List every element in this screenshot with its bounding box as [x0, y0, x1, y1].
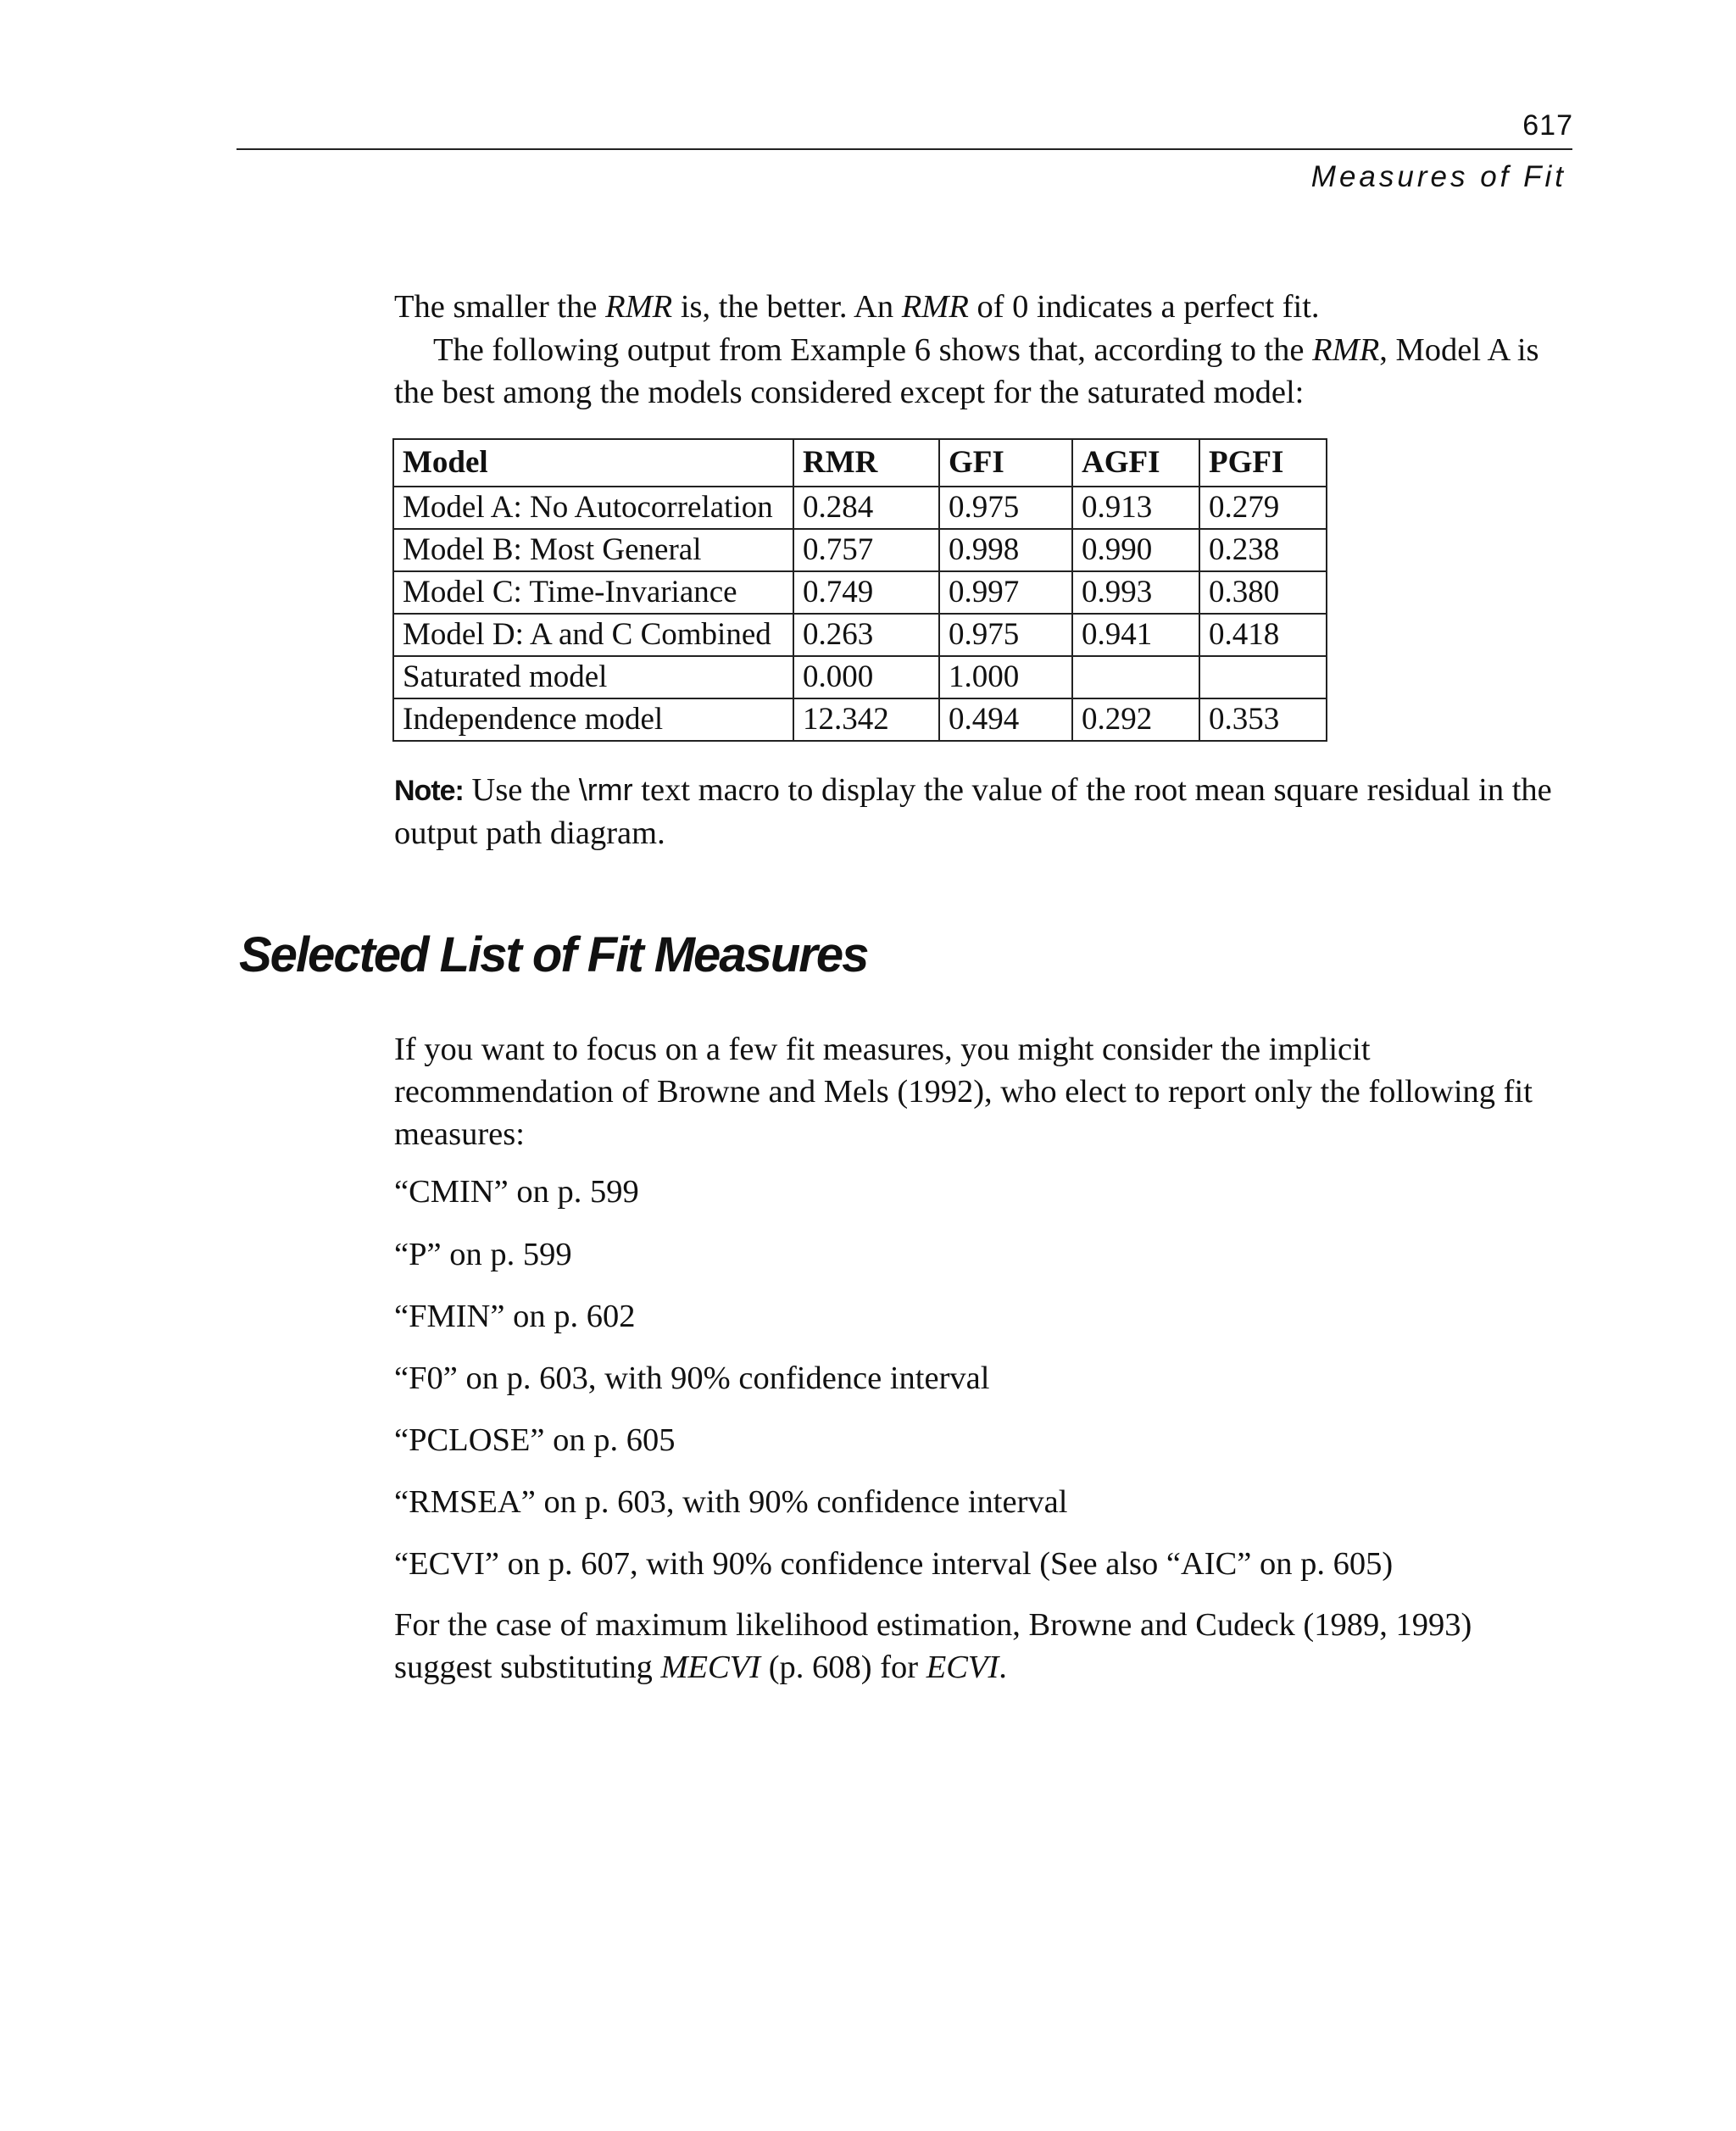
paragraph-rmr-intro [394, 286, 1572, 328]
table-cell: 0.941 [1072, 614, 1199, 656]
table-cell: 0.238 [1199, 529, 1327, 571]
table-header-row [393, 439, 1327, 487]
text-span: of 0 indicates a perfect fit. [968, 289, 1320, 325]
text-span: . [999, 1650, 1007, 1685]
list-item: “RMSEA” on p. 603, with 90% confidence interval [394, 1484, 1068, 1520]
table-cell: Independence model [393, 698, 793, 741]
table-cell: 0.975 [939, 487, 1072, 529]
table-cell: 0.418 [1199, 614, 1327, 656]
list-item: “P” on p. 599 [394, 1237, 572, 1272]
text-span: text macro to display the value of the root mean square residual in the output path diagram. [394, 772, 1552, 851]
table-cell: 0.749 [793, 571, 939, 614]
table-row [393, 614, 1327, 656]
running-head: Measures of Fit [1310, 160, 1566, 193]
table-cell: 0.993 [1072, 571, 1199, 614]
table-row [393, 529, 1327, 571]
table-cell: 0.380 [1199, 571, 1327, 614]
note-paragraph [394, 769, 1572, 854]
fit-measures-table [392, 438, 1327, 742]
list-item: “F0” on p. 603, with 90% confidence interval [394, 1360, 990, 1396]
table-cell [1072, 656, 1199, 698]
column-header-rmr: RMR [793, 439, 939, 487]
term-ecvi: ECVI [926, 1650, 999, 1685]
list-item: “ECVI” on p. 607, with 90% confidence interval (See also “AIC” on p. 605) [394, 1546, 1394, 1582]
column-header-agfi: AGFI [1072, 439, 1199, 487]
table-cell: 0.353 [1199, 698, 1327, 741]
text-span: The following output from Example 6 shows that, according to the [433, 332, 1313, 368]
table-cell: 12.342 [793, 698, 939, 741]
rmr-macro: \rmr [578, 772, 633, 807]
term-rmr: RMR [901, 289, 969, 325]
table-cell [1199, 656, 1327, 698]
term-rmr: RMR [605, 289, 673, 325]
text-span: Use the [463, 772, 579, 808]
column-header-model: Model [393, 439, 793, 487]
table-row [393, 698, 1327, 741]
text-span: The smaller the [394, 289, 606, 325]
table-cell: 1.000 [939, 656, 1072, 698]
list-item: “PCLOSE” on p. 605 [394, 1422, 676, 1458]
table-cell: 0.292 [1072, 698, 1199, 741]
section-title: Selected List of Fit Measures [239, 927, 868, 982]
page-number: 617 [1522, 109, 1573, 142]
table-cell: Saturated model [393, 656, 793, 698]
table-cell: 0.913 [1072, 487, 1199, 529]
table-cell: 0.997 [939, 571, 1072, 614]
table-cell: 0.284 [793, 487, 939, 529]
table-cell: 0.263 [793, 614, 939, 656]
paragraph-example-output [394, 329, 1572, 414]
text-span: , Model A is the best among the models considered except for the saturated model: [394, 332, 1539, 410]
table-cell: Model C: Time-Invariance [393, 571, 793, 614]
column-header-pgfi: PGFI [1199, 439, 1327, 487]
table-row [393, 656, 1327, 698]
table-row [393, 487, 1327, 529]
table-cell: 0.757 [793, 529, 939, 571]
table-cell: Model B: Most General [393, 529, 793, 571]
table-cell: 0.000 [793, 656, 939, 698]
header-rule [236, 148, 1572, 150]
closing-paragraph [394, 1604, 1572, 1689]
section-intro: If you want to focus on a few fit measures, you might consider the implicit recommendation of Browne and Mels (1992), who elect to report only the following fit measures: [394, 1032, 1533, 1152]
note-label: Note: [394, 775, 464, 807]
table-cell: 0.494 [939, 698, 1072, 741]
table-cell: 0.998 [939, 529, 1072, 571]
table-row [393, 571, 1327, 614]
table-cell: Model A: No Autocorrelation [393, 487, 793, 529]
table-cell: Model D: A and C Combined [393, 614, 793, 656]
list-item: “FMIN” on p. 602 [394, 1299, 636, 1334]
term-rmr: RMR [1312, 332, 1380, 368]
table-cell: 0.975 [939, 614, 1072, 656]
table-cell: 0.990 [1072, 529, 1199, 571]
text-span: For the case of maximum likelihood estimation, Browne and Cudeck (1989, 1993) suggest substituting [394, 1607, 1472, 1685]
text-span: (p. 608) for [760, 1650, 926, 1685]
text-span: is, the better. An [672, 289, 902, 325]
term-mecvi: MECVI [660, 1650, 761, 1685]
column-header-gfi: GFI [939, 439, 1072, 487]
table-cell: 0.279 [1199, 487, 1327, 529]
list-item: “CMIN” on p. 599 [394, 1174, 639, 1210]
